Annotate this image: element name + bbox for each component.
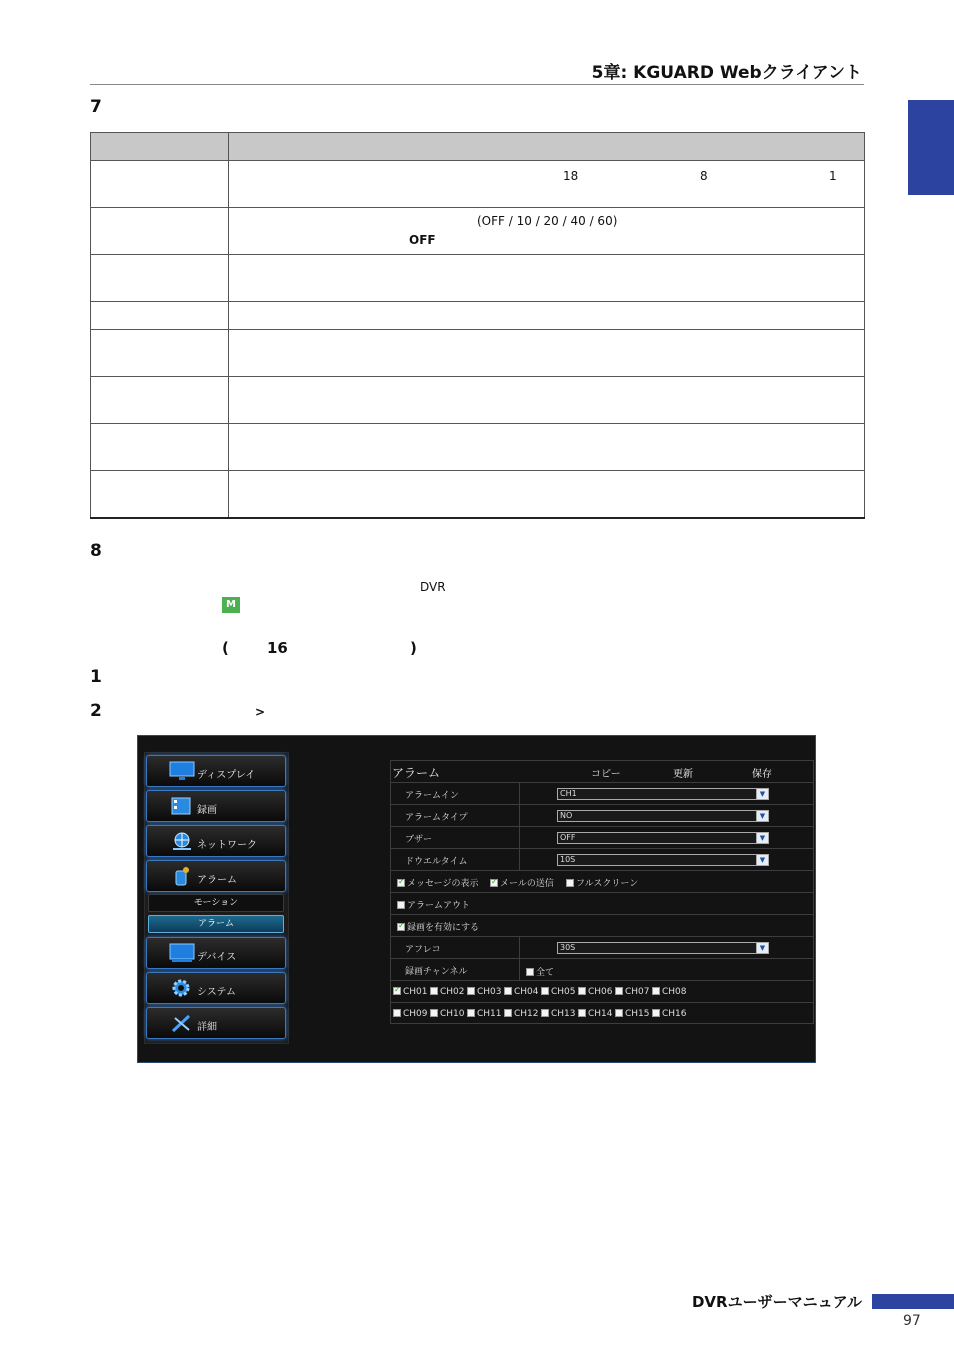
- all-channels-checkbox[interactable]: 全て: [526, 965, 554, 978]
- enable-record-row: [391, 915, 813, 937]
- value-8: 8: [700, 169, 708, 183]
- nav-label: デバイス: [197, 952, 237, 963]
- table-row: [91, 255, 865, 302]
- motion-badge: M: [222, 597, 240, 613]
- save-button[interactable]: 保存: [752, 769, 772, 780]
- menu-arrow: >: [255, 705, 266, 719]
- table-row: [91, 208, 865, 255]
- table-row: [91, 424, 865, 471]
- enable-record-checkbox[interactable]: ✓録画を有効にする: [397, 920, 479, 933]
- device-icon: [169, 943, 195, 963]
- nav-label: ディスプレイ: [197, 770, 256, 781]
- table-row: [91, 377, 865, 424]
- dwell-time-select[interactable]: 10S ▼: [557, 854, 769, 866]
- post-record-row: [391, 937, 813, 959]
- channel-checkbox[interactable]: CH11: [467, 1009, 502, 1019]
- tools-icon: [169, 1013, 195, 1033]
- channels-row-1: [391, 981, 813, 1003]
- dvr-text: DVR: [420, 580, 446, 594]
- table-header-row: [91, 133, 865, 161]
- table-cell: [91, 161, 229, 208]
- monitor-icon: [169, 761, 195, 781]
- notify-row: [391, 871, 813, 893]
- dwell-default: OFF: [409, 233, 436, 247]
- record-channel-row: [391, 959, 813, 981]
- alarm-icon: [169, 866, 195, 886]
- table-header-cell: [91, 133, 229, 161]
- chevron-down-icon: ▼: [756, 855, 768, 865]
- chevron-down-icon: ▼: [756, 833, 768, 843]
- alarm-type-select[interactable]: NO ▼: [557, 810, 769, 822]
- alarm-type-row: [391, 805, 813, 827]
- channel-checkbox[interactable]: CH13: [541, 1009, 576, 1019]
- channel-checkbox[interactable]: CH07: [615, 987, 650, 997]
- nav-label: 録画: [197, 805, 217, 816]
- chapter-side-tab: [908, 100, 954, 195]
- table-row: [91, 302, 865, 330]
- gear-icon: [169, 978, 195, 998]
- value-18: 18: [563, 169, 579, 183]
- dwell-options: (OFF / 10 / 20 / 40 / 60): [477, 214, 618, 228]
- post-record-select[interactable]: 30S ▼: [557, 942, 769, 954]
- channel-checkbox[interactable]: CH02: [430, 987, 465, 997]
- form-title: アラーム: [392, 766, 441, 780]
- channel-count: 16: [267, 639, 288, 657]
- page-number: 97: [903, 1313, 921, 1329]
- channels-row-2: [391, 1003, 813, 1025]
- nav-system-button[interactable]: [146, 972, 286, 1004]
- send-email-checkbox[interactable]: ✓ メールの送信: [490, 876, 554, 889]
- channel-checkbox[interactable]: CH09: [393, 1009, 428, 1019]
- nav-display-button[interactable]: [146, 755, 286, 787]
- alarm-in-row: [391, 783, 813, 805]
- channel-checkbox[interactable]: CH08: [652, 987, 687, 997]
- subnav-motion[interactable]: モーション: [148, 894, 284, 912]
- nav-record-button[interactable]: [146, 790, 286, 822]
- buzzer-label: ブザー: [405, 835, 433, 845]
- nav-advanced-button[interactable]: [146, 1007, 286, 1039]
- alarm-type-label: アラームタイプ: [405, 813, 468, 823]
- channel-checkbox[interactable]: CH06: [578, 987, 613, 997]
- chevron-down-icon: ▼: [756, 811, 768, 821]
- chevron-down-icon: ▼: [756, 789, 768, 799]
- channel-checkbox[interactable]: CH16: [652, 1009, 687, 1019]
- table-cell: [229, 161, 865, 208]
- nav-network-button[interactable]: [146, 825, 286, 857]
- fullscreen-checkbox[interactable]: フルスクリーン: [566, 876, 638, 889]
- section-number-7: 7: [90, 97, 102, 117]
- header-divider: [90, 84, 864, 85]
- form-title-row: [391, 761, 813, 783]
- nav-alarm-button[interactable]: [146, 860, 286, 892]
- dwell-time-label: ドウエルタイム: [405, 857, 468, 867]
- refresh-button[interactable]: 更新: [673, 769, 693, 780]
- table-row: [91, 330, 865, 377]
- sidebar-nav: [144, 752, 289, 1044]
- buzzer-row: [391, 827, 813, 849]
- dwell-time-row: [391, 849, 813, 871]
- channel-checkbox[interactable]: CH12: [504, 1009, 539, 1019]
- table-cell: [229, 208, 865, 255]
- chapter-title: 5章: KGUARD Webクライアント: [591, 63, 862, 83]
- channel-checkbox[interactable]: CH04: [504, 987, 539, 997]
- settings-table: [90, 132, 865, 519]
- buzzer-select[interactable]: OFF ▼: [557, 832, 769, 844]
- nav-label: ネットワーク: [197, 840, 257, 851]
- table-row: [91, 471, 865, 518]
- subnav-alarm[interactable]: アラーム: [148, 915, 284, 933]
- alarm-out-row: [391, 893, 813, 915]
- value-1: 1: [829, 169, 837, 183]
- channel-checkbox[interactable]: CH14: [578, 1009, 613, 1019]
- copy-button[interactable]: コピー: [591, 769, 621, 780]
- post-record-label: アフレコ: [405, 945, 441, 955]
- table-header-cell: [229, 133, 865, 161]
- table-cell: [91, 208, 229, 255]
- show-message-checkbox[interactable]: ✓メッセージの表示: [397, 876, 478, 889]
- paren-close: ): [410, 639, 417, 657]
- section-number-8: 8: [90, 541, 102, 561]
- record-channel-label: 録画チャンネル: [405, 967, 468, 977]
- step-2: 2: [90, 701, 102, 721]
- film-icon: [169, 796, 195, 816]
- alarm-settings-screen: [137, 735, 816, 1063]
- paren-open: (: [222, 639, 229, 657]
- table-row: [91, 161, 865, 208]
- nav-device-button[interactable]: [146, 937, 286, 969]
- step-1: 1: [90, 667, 102, 687]
- channel-checkbox[interactable]: ✓CH01: [393, 987, 428, 997]
- alarm-settings-form: [390, 760, 814, 1024]
- nav-label: 詳細: [197, 1022, 217, 1033]
- footer-bar: [872, 1294, 954, 1309]
- manual-title: DVRユーザーマニュアル: [691, 1293, 862, 1311]
- chevron-down-icon: ▼: [756, 943, 768, 953]
- channel-checkbox[interactable]: CH05: [541, 987, 576, 997]
- channel-checkbox[interactable]: CH10: [430, 1009, 465, 1019]
- globe-icon: [169, 831, 195, 851]
- alarm-out-checkbox[interactable]: アラームアウト: [397, 898, 470, 911]
- nav-label: システム: [197, 987, 236, 998]
- alarm-in-label: アラームイン: [405, 791, 459, 801]
- alarm-in-select[interactable]: CH1 ▼: [557, 788, 769, 800]
- channel-checkbox[interactable]: CH15: [615, 1009, 650, 1019]
- nav-label: アラーム: [197, 875, 237, 886]
- channel-checkbox[interactable]: CH03: [467, 987, 502, 997]
